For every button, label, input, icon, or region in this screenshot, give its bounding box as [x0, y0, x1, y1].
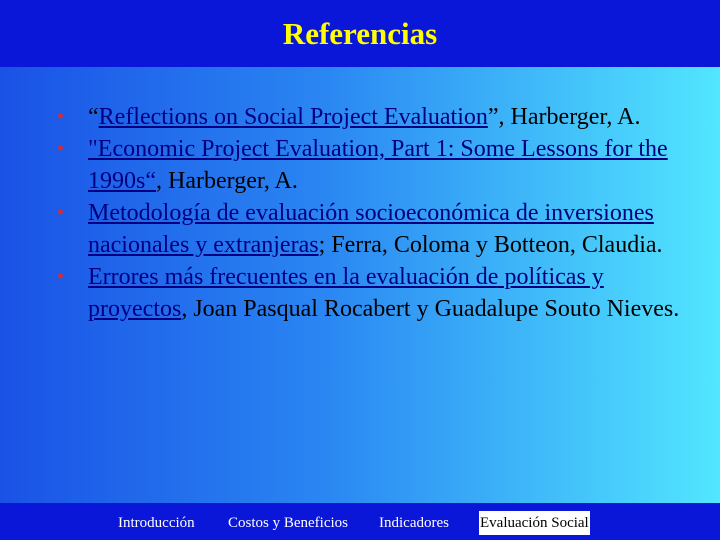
bullet-icon: •: [57, 138, 65, 160]
nav-introduccion[interactable]: Introducción: [118, 515, 195, 531]
reference-link[interactable]: Metodología de evaluación socioeconómica de inversiones nacionales y extranjeras: [88, 200, 654, 258]
title-bar: [0, 0, 720, 67]
list-item: [57, 101, 697, 133]
list-item: [57, 133, 697, 197]
nav-costos-beneficios[interactable]: Costos y Beneficios: [228, 515, 348, 531]
bullet-icon: •: [57, 106, 65, 128]
quote-mark: “: [88, 104, 99, 130]
bullet-icon: •: [57, 202, 65, 224]
list-item: [57, 261, 697, 325]
reference-link[interactable]: Errores más frecuentes en la evaluación de políticas y proyectos: [88, 264, 604, 322]
reference-author: ; Ferra, Coloma y Botteon, Claudia.: [318, 232, 663, 258]
reference-author: , Harberger, A.: [156, 168, 298, 194]
reference-list: [57, 101, 697, 325]
reference-link[interactable]: "Economic Project Evaluation, Part 1: Some Lessons for the 1990s“: [88, 136, 668, 194]
footer-nav-bar: [0, 503, 720, 540]
bullet-icon: •: [57, 266, 65, 288]
reference-author: , Joan Pasqual Rocabert y Guadalupe Souto Nieves.: [181, 296, 680, 322]
reference-link[interactable]: Reflections on Social Project Evaluation: [98, 104, 488, 130]
slide-title: Referencias: [282, 15, 438, 51]
nav-indicadores[interactable]: Indicadores: [379, 515, 449, 531]
nav-evaluacion-social[interactable]: Evaluación Social: [479, 511, 590, 535]
reference-author: ”, Harberger, A.: [487, 104, 641, 130]
list-item: [57, 197, 697, 261]
